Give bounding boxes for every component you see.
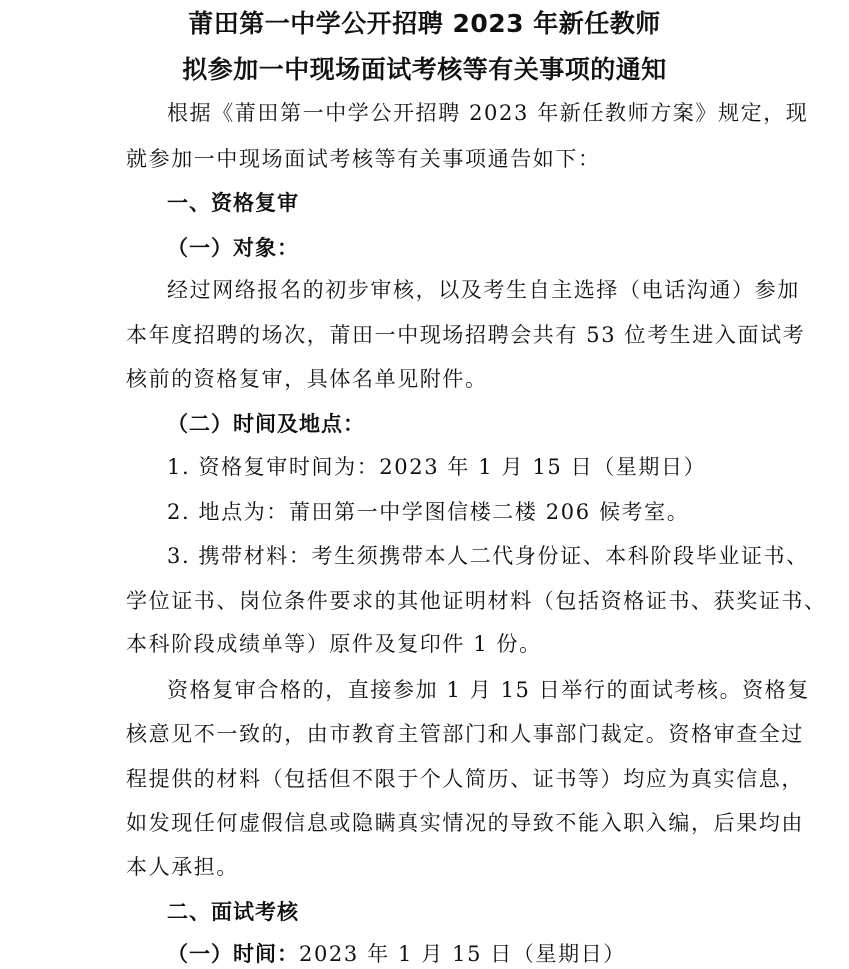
target-line-2: 本年度招聘的场次，莆田一中现场招聘会共有 53 位考生进入面试考 bbox=[126, 323, 806, 347]
materials-line-1: 3. 携带材料：考生须携带本人二代身份证、本科阶段毕业证书、 bbox=[167, 544, 809, 568]
note-line-2: 核意见不一致的，由市教育主管部门和人事部门裁定。资格审查全过 bbox=[126, 722, 804, 746]
note-line-1: 资格复审合格的，直接参加 1 月 15 日举行的面试考核。资格复 bbox=[167, 678, 810, 702]
review-location-item: 2. 地点为：莆田第一中学图信楼二楼 206 候考室。 bbox=[167, 500, 690, 524]
section-1-sub-1-heading: （一）对象： bbox=[167, 236, 299, 260]
note-line-3: 程提供的材料（包括但不限于个人简历、证书等）均应为真实信息， bbox=[126, 767, 804, 791]
materials-line-2: 学位证书、岗位条件要求的其他证明材料（包括资格证书、获奖证书、 bbox=[126, 589, 827, 613]
materials-line-3: 本科阶段成绩单等）原件及复印件 1 份。 bbox=[126, 632, 542, 656]
interview-time-value: 2023 年 1 月 15 日（星期日） bbox=[299, 942, 626, 966]
interview-time-label: （一）时间： bbox=[167, 942, 299, 966]
document-title-line-1: 莆田第一中学公开招聘 2023 年新任教师 bbox=[188, 9, 661, 38]
document-title-line-2: 拟参加一中现场面试考核等有关事项的通知 bbox=[182, 55, 667, 84]
section-2-heading: 二、面试考核 bbox=[167, 900, 299, 924]
section-1-sub-2-heading: （二）时间及地点： bbox=[167, 412, 365, 436]
review-time-item: 1. 资格复审时间为：2023 年 1 月 15 日（星期日） bbox=[167, 455, 707, 479]
intro-line-2: 就参加一中现场面试考核等有关事项通告如下： bbox=[126, 147, 601, 171]
interview-time-row bbox=[167, 939, 626, 969]
target-line-3: 核前的资格复审，具体名单见附件。 bbox=[126, 367, 488, 391]
target-line-1: 经过网络报名的初步审核，以及考生自主选择（电话沟通）参加 bbox=[167, 278, 800, 302]
intro-line-1: 根据《莆田第一中学公开招聘 2023 年新任教师方案》规定，现 bbox=[167, 101, 809, 125]
note-line-4: 如发现任何虚假信息或隐瞒真实情况的导致不能入职入编，后果均由 bbox=[126, 811, 804, 835]
note-line-5: 本人承担。 bbox=[126, 855, 239, 879]
section-1-heading: 一、资格复审 bbox=[167, 191, 299, 215]
